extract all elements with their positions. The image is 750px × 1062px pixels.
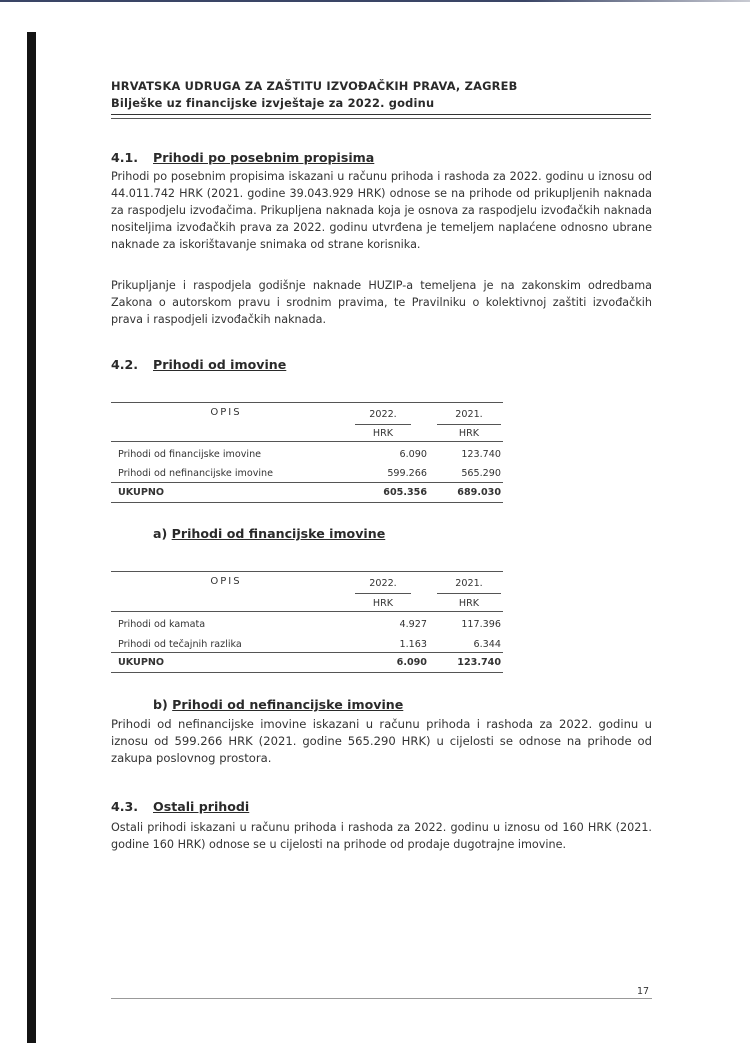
section-4-1-paragraph-1: Prihodi po posebnim propisima iskazani u računu prihoda i rashoda za 2022. godinu u iznosu od 44.011.742 HRK (2021. godine 39.043.929 HRK) odnose se na prihode od prikupljenih naknada za raspodjelu izvođačima. Prikupljena naknada koja je osnova za raspodjelu izvođačkih naknada nositeljima izvođačkih prava za 2022. godinu utvrđena je temeljem naplaćene odnosno ubrane naknade za iskorištavanje snimaka od strane korisnika. bbox=[111, 170, 652, 251]
footer-rule bbox=[111, 998, 652, 999]
column-header-opis: OPIS bbox=[210, 576, 242, 587]
section-number: 4.2. bbox=[111, 357, 139, 372]
subsection-b-heading bbox=[153, 697, 403, 712]
header-rule-top bbox=[111, 114, 651, 115]
column-header-year-2021: 2021. bbox=[455, 578, 483, 589]
table-row-label: Prihodi od nefinancijske imovine bbox=[118, 468, 274, 479]
table-total-2021: 123.740 bbox=[457, 657, 501, 668]
table-cell-2022: 1.163 bbox=[399, 639, 427, 650]
table-prihodi-od-imovine bbox=[111, 402, 503, 507]
section-number: 4.1. bbox=[111, 150, 139, 165]
column-header-year-2021: 2021. bbox=[455, 409, 483, 420]
header-organization: HRVATSKA UDRUGA ZA ZAŠTITU IZVOĐAČKIH PRAVA, ZAGREB bbox=[111, 79, 518, 93]
section-4-3-heading bbox=[111, 799, 249, 814]
table-total-label: UKUPNO bbox=[118, 657, 165, 668]
table-cell-2021: 565.290 bbox=[461, 468, 501, 479]
table-cell-2021: 6.344 bbox=[473, 639, 501, 650]
section-4-1-heading bbox=[111, 150, 374, 165]
subsection-title: Prihodi od financijske imovine bbox=[171, 526, 386, 541]
section-number: 4.3. bbox=[111, 799, 139, 814]
section-4-1-paragraph-2: Prikupljanje i raspodjela godišnje naknade HUZIP-a temeljena je na zakonskim odredbama Zakona o autorskom pravu i srodnim pravima, te Pravilniku o kolektivnoj zaštiti izvođačkih prava i raspodjeli izvođačkih naknada. bbox=[111, 279, 652, 326]
table-cell-2022: 4.927 bbox=[399, 619, 427, 630]
subsection-b-paragraph: Prihodi od nefinancijske imovine iskazani u računu prihoda i rashoda za 2022. godinu u iznosu od 599.266 HRK (2021. godine 565.290 HRK) u cijelosti se odnose na prihode od zakupa poslovnog prostora. bbox=[111, 717, 652, 765]
section-4-2-heading bbox=[111, 357, 286, 372]
table-total-2022: 6.090 bbox=[396, 657, 427, 668]
table-cell-2021: 117.396 bbox=[461, 619, 501, 630]
table-cell-2022: 6.090 bbox=[399, 449, 427, 460]
table-row-label: Prihodi od financijske imovine bbox=[118, 449, 262, 460]
column-unit-2022: HRK bbox=[372, 598, 394, 609]
table-total-2021: 689.030 bbox=[457, 487, 501, 498]
column-unit-2021: HRK bbox=[458, 598, 480, 609]
column-header-year-2022: 2022. bbox=[369, 409, 397, 420]
section-title: Ostali prihodi bbox=[153, 799, 250, 814]
column-header-year-2022: 2022. bbox=[369, 578, 397, 589]
scan-edge-bar bbox=[27, 32, 36, 1043]
top-border-line bbox=[0, 0, 750, 2]
section-title: Prihodi po posebnim propisima bbox=[153, 150, 375, 165]
table-row-label: Prihodi od tečajnih razlika bbox=[118, 639, 242, 650]
table-row-label: Prihodi od kamata bbox=[118, 619, 206, 630]
section-title: Prihodi od imovine bbox=[153, 357, 287, 372]
page-number: 17 bbox=[637, 986, 650, 997]
subsection-letter: b) bbox=[153, 697, 168, 712]
column-unit-2022: HRK bbox=[372, 428, 394, 439]
header-rule-bottom bbox=[111, 118, 651, 119]
table-cell-2022: 599.266 bbox=[387, 468, 427, 479]
table-total-label: UKUPNO bbox=[118, 487, 165, 498]
table-prihodi-od-financijske-imovine bbox=[111, 571, 503, 676]
section-4-3-paragraph: Ostali prihodi iskazani u računu prihoda i rashoda za 2022. godinu u iznosu od 160 HRK (2021. godine 160 HRK) odnose se u cijelosti na prihode od prodaje dugotrajne imovine. bbox=[111, 821, 652, 851]
subsection-title: Prihodi od nefinancijske imovine bbox=[172, 697, 404, 712]
column-header-opis: OPIS bbox=[210, 407, 242, 418]
column-unit-2021: HRK bbox=[458, 428, 480, 439]
table-cell-2021: 123.740 bbox=[461, 449, 501, 460]
subsection-a-heading bbox=[153, 526, 385, 541]
subsection-letter: a) bbox=[153, 526, 168, 541]
header-subtitle: Bilješke uz financijske izvještaje za 2022. godinu bbox=[111, 96, 435, 110]
table-total-2022: 605.356 bbox=[383, 487, 427, 498]
